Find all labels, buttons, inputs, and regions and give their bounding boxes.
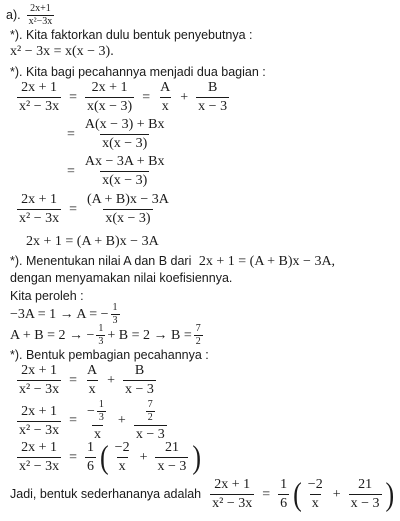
conclusion-line: Jadi, bentuk sederhananya adalah $\frac{2x + 1}{\text{x² − 3x}}$ = $\frac{1}{6}$ ( $\frac{-2}{x}$ + $\frac{21}{x - 3}$ )	[10, 476, 395, 513]
frac-num: 2x + 1	[21, 80, 57, 95]
step1-text: *). Kita faktorkan dulu bentuk penyebutnya :	[10, 28, 253, 42]
frac-num: 2x + 1	[214, 477, 251, 492]
numerator-equation: 2x + 1 = (A + B)x − 3A	[26, 234, 159, 249]
frac-num: B	[207, 80, 218, 95]
frac-den: x − 3	[350, 496, 380, 511]
problem-fraction	[27, 4, 55, 27]
frac-den: 2	[195, 336, 201, 347]
solve-b-text: A + B = 2 → −	[10, 327, 95, 343]
frac-den: x² − 3x	[19, 99, 60, 114]
right-paren: )	[192, 439, 202, 476]
split-line-4: $\frac{2x + 1}{\text{x² − 3x}}$ = $\frac{(A + B)x - 3A}{x(x - 3)}$	[19, 192, 169, 226]
frac-den: x	[88, 382, 96, 397]
frac-num: 21	[164, 440, 179, 455]
result-line-3: $\frac{2x + 1}{\text{x² − 3x}}$ = $\frac{1}{6}$ ( $\frac{-2}{x}$ + $\frac{21}{x - 3}$ )	[19, 439, 202, 476]
left-paren: (	[293, 476, 302, 513]
result-line-2: $\frac{2x + 1}{\text{x² − 3x}}$ = − $\frac{1}{3}$ x + $\frac{\frac{7}{2}}{x - 3}$	[19, 399, 165, 442]
frac-num: 2x + 1	[21, 192, 57, 207]
frac-num: −2	[114, 440, 130, 455]
frac-den: x	[118, 459, 126, 474]
split-line-2: = $\frac{A(x - 3) + Bx}{x(x - 3)}$	[67, 117, 165, 151]
frac-num: 7	[195, 323, 201, 334]
right-paren: )	[385, 476, 395, 513]
frac-num: A	[87, 363, 98, 378]
solve-b	[10, 324, 205, 347]
frac-num: A	[160, 80, 171, 95]
frac-den: x(x − 3)	[105, 211, 151, 226]
frac-num: 2x + 1	[21, 440, 57, 455]
step3-text-b: dengan menyamakan nilai koefisiennya.	[10, 271, 233, 285]
frac-den: 3	[98, 412, 104, 423]
frac-den: x − 3	[135, 427, 165, 442]
frac-num: 1	[98, 399, 104, 410]
frac-den: x(x − 3)	[87, 99, 133, 114]
frac-den: x(x − 3)	[102, 173, 148, 188]
frac-num: 21	[358, 477, 373, 492]
frac-num: 2x + 1	[91, 80, 128, 95]
frac-den: x² − 3x	[19, 382, 60, 397]
frac-num: Ax − 3A + Bx	[84, 154, 165, 169]
step3-line	[10, 255, 335, 269]
left-paren: (	[100, 439, 109, 476]
frac-den: x² − 3x	[19, 422, 60, 438]
minus-sign: −	[87, 403, 95, 419]
part-label: a).	[6, 8, 21, 23]
solve-b-mid: + B = 2 → B =	[107, 327, 192, 343]
split-line-1: $\frac{2x + 1}{\text{x² − 3x}}$ = $\frac{2x + 1}{x(x - 3)}$ = $\frac{A}{x}$ + $\frac{B}{x - 3}$	[19, 80, 228, 114]
result-line-1: $\frac{2x + 1}{\text{x² − 3x}}$ = $\frac{A}{x}$ + $\frac{B}{x - 3}$	[19, 363, 154, 397]
frac-den: 2	[147, 412, 153, 423]
frac-num: B	[134, 363, 145, 378]
frac-num: 2x + 1	[21, 403, 57, 419]
kita-peroleh: Kita peroleh :	[10, 289, 84, 303]
frac-den: 6	[280, 496, 288, 511]
frac-num: −2	[307, 477, 323, 492]
part-a-header	[6, 4, 56, 27]
solve-a	[10, 303, 122, 326]
frac-den: x(x − 3)	[102, 136, 148, 151]
frac-den: x	[161, 99, 169, 114]
frac-den: x − 3	[157, 459, 187, 474]
frac-num: (A + B)x − 3A	[87, 192, 169, 207]
frac-den: x − 3	[198, 99, 228, 114]
step2-text: *). Kita bagi pecahannya menjadi dua bagian :	[10, 65, 266, 79]
problem-denominator: x²−3x	[28, 16, 53, 27]
step4-text: *). Bentuk pembagian pecahannya :	[10, 348, 209, 362]
frac-den: x	[93, 427, 101, 442]
step3-equation: 2x + 1 = (A + B)x − 3A,	[198, 254, 336, 269]
frac-den: x² − 3x	[19, 211, 60, 226]
split-line-3: = $\frac{Ax - 3A + Bx}{x(x - 3)}$	[67, 154, 165, 188]
frac-den: 6	[87, 459, 94, 474]
solve-a-text: −3A = 1 → A = −	[10, 306, 109, 322]
conclusion-text: Jadi, bentuk sederhananya adalah	[10, 487, 202, 502]
frac-num: 1	[280, 477, 288, 492]
frac-den: 3	[98, 336, 104, 347]
frac-den: x² − 3x	[19, 459, 60, 474]
frac-num: 2x + 1	[21, 363, 57, 378]
frac-num: 7	[147, 399, 153, 410]
frac-den: x² − 3x	[212, 496, 253, 511]
factor-equation: x² − 3x = x(x − 3).	[10, 44, 114, 59]
step3-text-a: *). Menentukan nilai A dan B dari	[10, 254, 192, 268]
problem-numerator: 2x+1	[30, 3, 51, 14]
frac-den: x − 3	[125, 382, 154, 397]
frac-num: 1	[87, 440, 94, 455]
frac-num: 1	[98, 323, 104, 334]
frac-den: 3	[112, 315, 118, 326]
frac-num: A(x − 3) + Bx	[84, 117, 165, 132]
frac-den: x	[311, 496, 319, 511]
frac-num: 1	[112, 302, 118, 313]
